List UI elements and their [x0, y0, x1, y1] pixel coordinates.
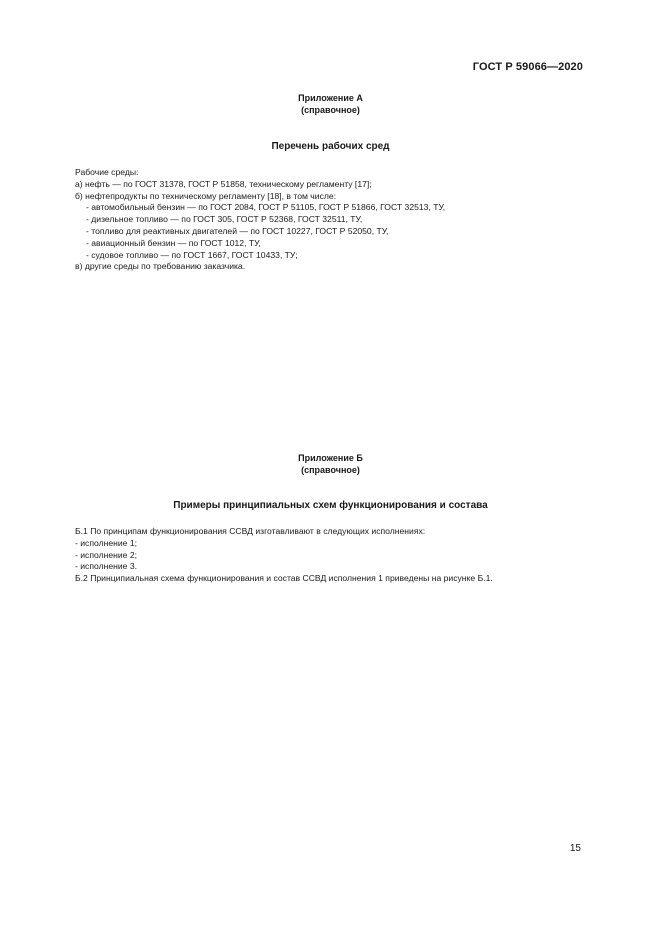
paragraph: Б.1 По принципам функционирования ССВД изготавливают в следующих исполнениях: — [75, 526, 426, 536]
appendix-a-heading: Перечень рабочих сред — [271, 141, 390, 152]
appendix-b-header — [0, 452, 661, 476]
appendix-b-title: Приложение Б — [298, 453, 363, 463]
appendix-a-subtitle: (справочное) — [301, 105, 360, 115]
appendix-a-header — [0, 92, 661, 116]
list-item: - автомобильный бензин — по ГОСТ 2084, ГОСТ Р 51105, ГОСТ Р 51866, ГОСТ 32513, ТУ, — [86, 202, 446, 213]
list-item: - исполнение 2; — [75, 549, 138, 560]
appendix-b-subtitle: (справочное) — [301, 465, 360, 475]
appendix-b-body — [75, 526, 595, 585]
paragraph: в) другие среды по требованию заказчика. — [75, 261, 246, 272]
paragraph: а) нефть — по ГОСТ 31378, ГОСТ Р 51858, техническому регламенту [17]; — [75, 178, 372, 189]
appendix-b-heading: Примеры принципиальных схем функционирования и состава — [173, 500, 488, 511]
list-item: - исполнение 3. — [75, 561, 138, 572]
list-item: - дизельное топливо — по ГОСТ 305, ГОСТ Р 52368, ГОСТ 32511, ТУ, — [86, 214, 363, 225]
appendix-a-title: Приложение А — [298, 93, 363, 103]
paragraph: Рабочие среды: — [75, 167, 139, 177]
paragraph: б) нефтепродукты по техническому регламенту [18], в том числе: — [75, 190, 337, 201]
list-item: - авиационный бензин — по ГОСТ 1012, ТУ, — [86, 237, 261, 248]
list-item: - топливо для реактивных двигателей — по ГОСТ 10227, ГОСТ Р 52050, ТУ, — [86, 225, 389, 236]
page-number: 15 — [569, 843, 581, 854]
paragraph: Б.2 Принципиальная схема функционирования и состав ССВД исполнения 1 приведены на рисунке Б.1. — [75, 573, 493, 584]
list-item: - судовое топливо — по ГОСТ 1667, ГОСТ 10433, ТУ; — [86, 249, 298, 260]
appendix-a-body — [75, 167, 595, 273]
document-code: ГОСТ Р 59066—2020 — [472, 61, 583, 73]
list-item: - исполнение 1; — [75, 537, 138, 548]
